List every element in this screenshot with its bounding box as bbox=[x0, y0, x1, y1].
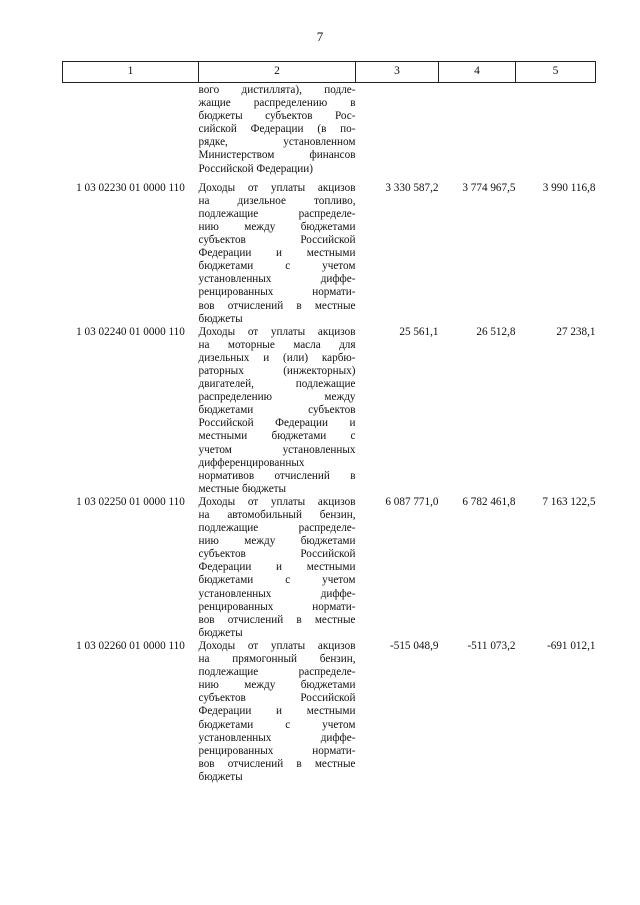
description-line: нормативов отчислений в bbox=[198, 469, 356, 482]
amount-cell-year-1: 25 561,1 bbox=[399, 325, 439, 338]
description-line: рядке, установленном bbox=[198, 136, 356, 149]
description-line: Доходы от уплаты акцизов bbox=[198, 639, 356, 652]
description-line: раторных (инжекторных) bbox=[198, 364, 356, 377]
description-line: нию между бюджетами bbox=[198, 679, 356, 692]
table-row bbox=[63, 326, 596, 496]
description-line: Доходы от уплаты акцизов bbox=[198, 181, 356, 194]
description-line: местные бюджеты bbox=[198, 482, 287, 495]
description-line: вого дистиллята), подле- bbox=[198, 84, 356, 96]
description-line: нию между бюджетами bbox=[198, 220, 356, 233]
table-row bbox=[63, 640, 596, 784]
revenue-code-cell: 1 03 02240 01 0000 110 bbox=[76, 325, 185, 338]
description-line: распределению между bbox=[198, 391, 356, 404]
description-line: вов отчислений в местные bbox=[198, 757, 356, 770]
description-line: вов отчислений в местные bbox=[198, 613, 356, 626]
description-line: на дизельное топливо, bbox=[198, 194, 356, 207]
column-header-2: 2 bbox=[199, 62, 356, 83]
description-line: на автомобильный бензин, bbox=[198, 509, 356, 521]
description-cell bbox=[199, 83, 356, 182]
description-line: подлежащие распределе- bbox=[198, 666, 356, 679]
description-line: Доходы от уплаты акцизов bbox=[198, 325, 356, 338]
description-cell bbox=[199, 182, 356, 326]
column-header-3: 3 bbox=[356, 62, 439, 83]
description-line: дизельных и (или) карбю- bbox=[198, 351, 356, 364]
description-line: ренцированных нормати- bbox=[198, 744, 356, 757]
description-line: установленных диффе- bbox=[198, 587, 356, 600]
revenue-code-cell bbox=[63, 83, 199, 182]
description-line: Федерации и местными bbox=[198, 247, 356, 260]
amount-cell-year-3: 27 238,1 bbox=[556, 325, 596, 338]
description-line: дифференцированных bbox=[198, 456, 305, 469]
description-line: на прямогонный бензин, bbox=[198, 653, 356, 666]
amount-cell-year-2 bbox=[439, 83, 516, 182]
description-line: Российской Федерации и bbox=[198, 417, 356, 430]
amount-cell-year-1: 3 330 587,2 bbox=[385, 181, 439, 194]
table-body bbox=[63, 83, 596, 784]
revenue-code-cell: 1 03 02260 01 0000 110 bbox=[76, 639, 185, 652]
amount-cell-year-2: 26 512,8 bbox=[476, 325, 516, 338]
description-line: бюджетами с учетом bbox=[198, 260, 356, 273]
description-line: ренцированных нормати- bbox=[198, 286, 356, 299]
amount-cell-year-3 bbox=[516, 83, 596, 182]
description-line: бюджетами субъектов bbox=[198, 404, 356, 417]
description-line: бюджеты bbox=[198, 312, 243, 325]
column-header-4: 4 bbox=[439, 62, 516, 83]
description-line: на моторные масла для bbox=[198, 338, 356, 351]
description-line: Доходы от уплаты акцизов bbox=[198, 495, 356, 508]
table-row bbox=[63, 182, 596, 326]
budget-revenue-table bbox=[62, 61, 596, 784]
description-line: Федерации и местными bbox=[198, 705, 356, 718]
description-line: сийской Федерации (в по- bbox=[198, 123, 356, 136]
amount-cell-year-3: -691 012,1 bbox=[547, 639, 596, 652]
page-number: 7 bbox=[316, 29, 324, 44]
amount-cell-year-1 bbox=[356, 83, 439, 182]
table-row bbox=[63, 83, 596, 182]
description-line: субъектов Российской bbox=[198, 548, 356, 561]
description-line: подлежащие распределе- bbox=[198, 207, 356, 220]
column-header-5: 5 bbox=[516, 62, 596, 83]
amount-cell-year-3: 3 990 116,8 bbox=[542, 181, 596, 194]
amount-cell-year-2: 6 782 461,8 bbox=[462, 495, 516, 508]
description-line: бюджетами с учетом bbox=[198, 718, 356, 731]
description-line: бюджеты bbox=[198, 626, 243, 639]
description-line: местными бюджетами с bbox=[198, 430, 356, 443]
amount-cell-year-1: 6 087 771,0 bbox=[385, 495, 439, 508]
description-line: жащие распределению в bbox=[198, 97, 356, 110]
amount-cell-year-2: 3 774 967,5 bbox=[462, 181, 516, 194]
description-cell bbox=[199, 496, 356, 640]
description-line: нию между бюджетами bbox=[198, 535, 356, 548]
description-line: ренцированных нормати- bbox=[198, 600, 356, 613]
description-line: двигателей, подлежащие bbox=[198, 378, 356, 391]
description-line: подлежащие распределе- bbox=[198, 522, 356, 535]
description-line: субъектов Российской bbox=[198, 234, 356, 247]
table-row bbox=[63, 496, 596, 640]
amount-cell-year-1: -515 048,9 bbox=[390, 639, 439, 652]
description-line: бюджетами с учетом bbox=[198, 574, 356, 587]
description-line: субъектов Российской bbox=[198, 692, 356, 705]
revenue-code-cell: 1 03 02250 01 0000 110 bbox=[76, 495, 185, 508]
description-line: установленных диффе- bbox=[198, 731, 356, 744]
description-cell bbox=[199, 640, 356, 784]
description-line: Российской Федерации) bbox=[198, 162, 313, 175]
table-header-row bbox=[63, 62, 596, 83]
revenue-code-cell: 1 03 02230 01 0000 110 bbox=[76, 181, 185, 194]
description-line: Министерством финансов bbox=[198, 149, 356, 162]
amount-cell-year-3: 7 163 122,5 bbox=[542, 495, 596, 508]
description-cell bbox=[199, 326, 356, 496]
description-line: Федерации и местными bbox=[198, 561, 356, 574]
column-header-1: 1 bbox=[63, 62, 199, 83]
description-line: бюджеты субъектов Рос- bbox=[198, 110, 356, 123]
amount-cell-year-2: -511 073,2 bbox=[467, 639, 516, 652]
description-line: установленных диффе- bbox=[198, 273, 356, 286]
description-line: бюджеты bbox=[198, 770, 243, 783]
description-line: вов отчислений в местные bbox=[198, 299, 356, 312]
description-line: учетом установленных bbox=[198, 443, 356, 456]
